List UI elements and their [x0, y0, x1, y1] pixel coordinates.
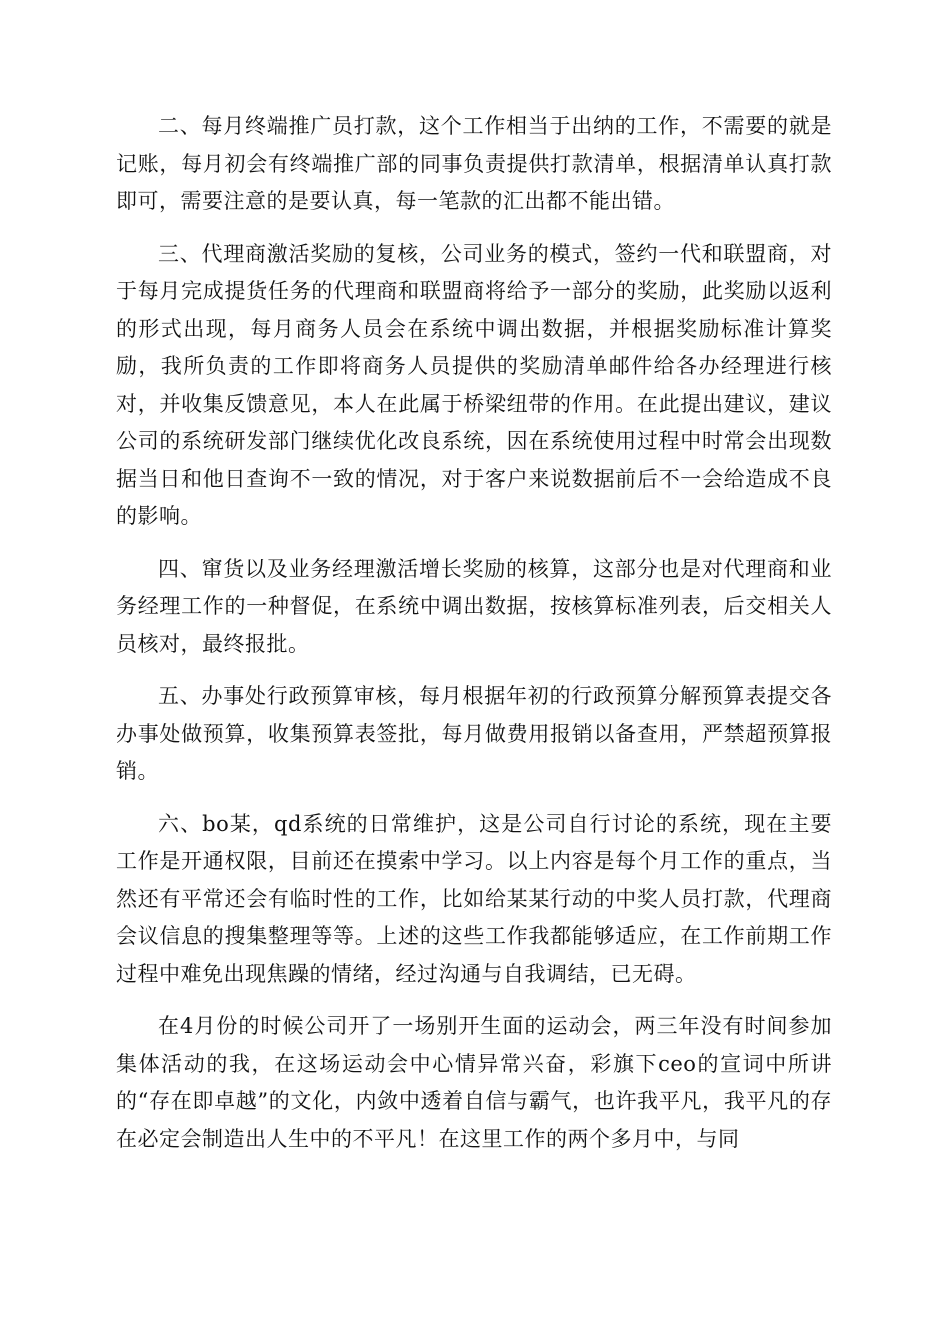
paragraph-sports-meeting: 在4月份的时候公司开了一场别开生面的运动会，两三年没有时间参加集体活动的我，在这场运动会中心情异常兴奋，彩旗下ceo的宣词中所讲的“存在即卓越”的文化，内敛中透着自信与霸气，也许我平凡，我平凡的存在必定会制造出人生中的不平凡！在这里工作的两个多月中，与同 — [116, 1014, 832, 1151]
paragraph-4: 四、窜货以及业务经理激活增长奖励的核算，这部分也是对代理商和业务经理工作的一种督促，在系统中调出数据，按核算标准列表，后交相关人员核对，最终报批。 — [116, 556, 832, 656]
paragraph-2: 二、每月终端推广员打款，这个工作相当于出纳的工作，不需要的就是记账，每月初会有终端推广部的同事负责提供打款清单，根据清单认真打款即可，需要注意的是要认真，每一笔款的汇出都不能出错。 — [116, 114, 832, 213]
paragraph-6: 六、bo某，qd系统的日常维护，这是公司自行讨论的系统，现在主要工作是开通权限，目前还在摸索中学习。以上内容是每个月工作的重点，当然还有平常还会有临时性的工作，比如给某某行动的中奖人员打款，代理商会议信息的搜集整理等等。上述的这些工作我都能够适应，在工作前期工作过程中难免出现焦躁的情绪，经过沟通与自我调结，已无碍。 — [116, 811, 832, 986]
paragraph-3: 三、代理商激活奖励的复核，公司业务的模式，签约一代和联盟商，对于每月完成提货任务的代理商和联盟商将给予一部分的奖励，此奖励以返利的形式出现，每月商务人员会在系统中调出数据，并根据奖励标准计算奖励，我所负责的工作即将商务人员提供的奖励清单邮件给各办经理进行核对，并收集反馈意见，本人在此属于桥梁纽带的作用。在此提出建议，建议公司的系统研发部门继续优化改良系统，因在系统使用过程中时常会出现数据当日和他日查询不一致的情况，对于客户来说数据前后不一会给造成不良的影响。 — [116, 241, 832, 528]
paragraph-5: 五、办事处行政预算审核，每月根据年初的行政预算分解预算表提交各办事处做预算，收集预算表签批，每月做费用报销以备查用，严禁超预算报销。 — [116, 684, 832, 783]
document-body — [116, 108, 832, 1173]
